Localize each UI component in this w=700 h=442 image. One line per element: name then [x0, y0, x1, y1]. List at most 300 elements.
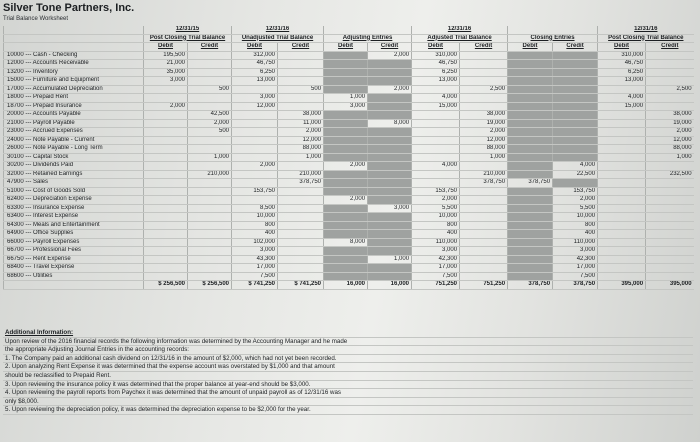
account-name: 17000 --- Accumulated Depreciation	[4, 85, 144, 94]
amount-cell	[188, 51, 232, 60]
amount-cell	[508, 170, 553, 179]
amount-cell: 2,000	[412, 196, 460, 205]
account-row	[4, 60, 694, 69]
amount-cell: 210,000	[278, 170, 324, 179]
amount-cell	[278, 187, 324, 196]
amount-cell	[646, 204, 694, 213]
amount-cell	[144, 85, 188, 94]
header-date-pctb-2016: 12/31/16	[598, 26, 694, 34]
amount-cell	[324, 255, 368, 264]
amount-cell	[278, 247, 324, 256]
account-row	[4, 162, 694, 171]
amount-cell: 400	[553, 230, 598, 239]
amount-cell: 2,500	[646, 85, 694, 94]
amount-cell	[188, 255, 232, 264]
total-cell: $ 256,500	[144, 281, 188, 290]
amount-cell	[460, 204, 508, 213]
account-row	[4, 204, 694, 213]
amount-cell	[412, 136, 460, 145]
amount-cell	[278, 264, 324, 273]
amount-cell: 110,000	[412, 238, 460, 247]
header-pctb-2015: Post Closing Trial Balance	[144, 34, 232, 43]
amount-cell: 7,500	[553, 272, 598, 281]
amount-cell: 4,000	[412, 94, 460, 103]
amount-cell	[368, 221, 412, 230]
amount-cell	[368, 213, 412, 222]
account-row	[4, 213, 694, 222]
account-row	[4, 247, 694, 256]
amount-cell	[368, 60, 412, 69]
amount-cell	[144, 272, 188, 281]
amount-cell	[598, 145, 646, 154]
amount-cell	[324, 264, 368, 273]
account-name: 64300 --- Meals and Entertainment	[4, 221, 144, 230]
amount-cell	[598, 111, 646, 120]
amount-cell: 2,000	[460, 128, 508, 137]
amount-cell	[553, 153, 598, 162]
header-credit: Credit	[278, 43, 324, 52]
company-title: Silver Tone Partners, Inc.	[3, 2, 135, 14]
amount-cell: 2,000	[278, 128, 324, 137]
amount-cell: 4,000	[598, 94, 646, 103]
amount-cell	[188, 187, 232, 196]
amount-cell	[508, 85, 553, 94]
amount-cell	[412, 153, 460, 162]
note-line: 4. Upon reviewing the payroll reports from Paychex it was determined that the amount of unpaid payroll as of 12/31/16 was	[3, 389, 693, 398]
account-row	[4, 272, 694, 281]
amount-cell: 800	[553, 221, 598, 230]
account-row	[4, 145, 694, 154]
account-name: 13200 --- Inventory	[4, 68, 144, 77]
amount-cell	[598, 162, 646, 171]
amount-cell	[324, 119, 368, 128]
amount-cell	[508, 204, 553, 213]
amount-cell	[188, 60, 232, 69]
header-debit: Debit	[598, 43, 646, 52]
amount-cell: 46,750	[598, 60, 646, 69]
amount-cell	[232, 111, 278, 120]
amount-cell	[368, 128, 412, 137]
amount-cell	[460, 213, 508, 222]
amount-cell: 400	[232, 230, 278, 239]
amount-cell	[324, 187, 368, 196]
amount-cell: 400	[412, 230, 460, 239]
amount-cell: 378,750	[278, 179, 324, 188]
amount-cell	[324, 221, 368, 230]
note-line: Upon review of the 2016 financial records the following information was determined by the Accounting Manager and he made	[3, 338, 693, 347]
amount-cell: 1,000	[460, 153, 508, 162]
amount-cell	[144, 111, 188, 120]
amount-cell	[508, 94, 553, 103]
amount-cell	[508, 247, 553, 256]
amount-cell: 10,000	[553, 213, 598, 222]
amount-cell: 102,000	[232, 238, 278, 247]
header-date-row	[4, 26, 694, 34]
amount-cell: 195,500	[144, 51, 188, 60]
header-unadjusted: Unadjusted Trial Balance	[232, 34, 324, 43]
amount-cell	[324, 128, 368, 137]
amount-cell	[278, 51, 324, 60]
amount-cell	[188, 230, 232, 239]
amount-cell	[188, 272, 232, 281]
amount-cell	[368, 145, 412, 154]
amount-cell	[144, 94, 188, 103]
amount-cell	[553, 111, 598, 120]
amount-cell: 2,000	[232, 162, 278, 171]
amount-cell: 13,000	[412, 77, 460, 86]
amount-cell	[508, 213, 553, 222]
amount-cell	[598, 153, 646, 162]
amount-cell	[324, 51, 368, 60]
amount-cell	[188, 102, 232, 111]
trial-balance-table	[3, 26, 694, 290]
amount-cell	[188, 213, 232, 222]
account-name: 23000 --- Accrued Expenses	[4, 128, 144, 137]
amount-cell	[188, 136, 232, 145]
amount-cell	[553, 179, 598, 188]
amount-cell	[460, 94, 508, 103]
amount-cell: 5,500	[412, 204, 460, 213]
account-row	[4, 238, 694, 247]
amount-cell: 15,000	[598, 102, 646, 111]
amount-cell	[460, 162, 508, 171]
amount-cell	[646, 179, 694, 188]
amount-cell: 15,000	[412, 102, 460, 111]
amount-cell	[324, 230, 368, 239]
amount-cell	[368, 179, 412, 188]
amount-cell	[232, 170, 278, 179]
amount-cell: 153,750	[412, 187, 460, 196]
account-row	[4, 196, 694, 205]
amount-cell	[598, 128, 646, 137]
amount-cell	[460, 196, 508, 205]
amount-cell	[646, 51, 694, 60]
amount-cell	[324, 85, 368, 94]
amount-cell	[324, 204, 368, 213]
amount-cell: 10,000	[412, 213, 460, 222]
amount-cell	[368, 264, 412, 273]
account-name: 66000 --- Payroll Expenses	[4, 238, 144, 247]
account-name: 26000 --- Note Payable - Long Term	[4, 145, 144, 154]
amount-cell	[646, 77, 694, 86]
amount-cell	[646, 94, 694, 103]
amount-cell: 17,000	[412, 264, 460, 273]
amount-cell: 22,500	[553, 170, 598, 179]
amount-cell	[144, 238, 188, 247]
amount-cell	[278, 255, 324, 264]
amount-cell	[646, 102, 694, 111]
amount-cell	[144, 162, 188, 171]
amount-cell: 210,000	[460, 170, 508, 179]
amount-cell: 8,000	[368, 119, 412, 128]
amount-cell	[368, 68, 412, 77]
total-cell: 395,000	[646, 281, 694, 290]
amount-cell	[508, 119, 553, 128]
note-line: 2. Upon analyzing Rent Expense it was determined that the expense account was overstated by $1,000 and that amount	[3, 363, 693, 372]
amount-cell	[412, 85, 460, 94]
amount-cell: 800	[232, 221, 278, 230]
amount-cell	[278, 60, 324, 69]
amount-cell	[144, 179, 188, 188]
worksheet-subtitle: Trial Balance Worksheet	[3, 16, 69, 22]
amount-cell	[508, 77, 553, 86]
amount-cell	[188, 238, 232, 247]
amount-cell	[368, 196, 412, 205]
amount-cell	[412, 145, 460, 154]
amount-cell	[188, 145, 232, 154]
note-line: only $8,000.	[3, 398, 693, 407]
total-cell: $ 256,500	[188, 281, 232, 290]
header-adjusted: Adjusted Trial Balance	[412, 34, 508, 43]
amount-cell	[278, 162, 324, 171]
amount-cell	[598, 179, 646, 188]
amount-cell: 312,000	[232, 51, 278, 60]
amount-cell: 310,000	[412, 51, 460, 60]
amount-cell	[368, 170, 412, 179]
header-date-closing	[508, 26, 598, 34]
amount-cell	[553, 128, 598, 137]
account-row	[4, 111, 694, 120]
amount-cell: 88,000	[646, 145, 694, 154]
amount-cell	[598, 230, 646, 239]
account-row	[4, 128, 694, 137]
account-row	[4, 102, 694, 111]
amount-cell	[646, 196, 694, 205]
amount-cell	[460, 230, 508, 239]
account-row	[4, 179, 694, 188]
amount-cell	[598, 255, 646, 264]
account-name: 51000 --- Cost of Goods Sold	[4, 187, 144, 196]
amount-cell: 10,000	[232, 213, 278, 222]
header-date-adjusted: 12/31/16	[412, 26, 508, 34]
amount-cell: 110,000	[553, 238, 598, 247]
account-name: 21000 --- Payroll Payable	[4, 119, 144, 128]
amount-cell	[646, 247, 694, 256]
amount-cell: 38,000	[460, 111, 508, 120]
amount-cell	[278, 94, 324, 103]
amount-cell: 12,000	[232, 102, 278, 111]
amount-cell: 2,000	[144, 102, 188, 111]
amount-cell: 800	[412, 221, 460, 230]
account-row	[4, 94, 694, 103]
amount-cell	[144, 264, 188, 273]
account-name: 30200 --- Dividends Paid	[4, 162, 144, 171]
amount-cell	[412, 119, 460, 128]
amount-cell	[324, 247, 368, 256]
amount-cell: 3,000	[232, 247, 278, 256]
amount-cell: 310,000	[598, 51, 646, 60]
amount-cell: 6,250	[412, 68, 460, 77]
amount-cell: 1,000	[188, 153, 232, 162]
amount-cell	[598, 170, 646, 179]
amount-cell	[646, 162, 694, 171]
account-row	[4, 51, 694, 60]
amount-cell	[508, 162, 553, 171]
amount-cell	[324, 153, 368, 162]
header-credit: Credit	[553, 43, 598, 52]
amount-cell: 13,000	[232, 77, 278, 86]
header-credit: Credit	[646, 43, 694, 52]
amount-cell: 3,000	[368, 204, 412, 213]
amount-cell	[508, 230, 553, 239]
amount-cell	[646, 60, 694, 69]
amount-cell	[598, 272, 646, 281]
amount-cell	[278, 221, 324, 230]
amount-cell: 3,000	[232, 94, 278, 103]
amount-cell	[508, 60, 553, 69]
header-debit: Debit	[508, 43, 553, 52]
account-name: 10000 --- Cash - Checking	[4, 51, 144, 60]
amount-cell	[232, 179, 278, 188]
amount-cell	[508, 136, 553, 145]
account-row	[4, 68, 694, 77]
note-line: should be reclassified to Prepaid Rent.	[3, 372, 693, 381]
note-line: the appropriate Adjusting Journal Entries in the accounting records:	[3, 346, 693, 355]
amount-cell: 4,000	[412, 162, 460, 171]
amount-cell	[508, 153, 553, 162]
account-name: 12000 --- Accounts Receivable	[4, 60, 144, 69]
amount-cell	[412, 111, 460, 120]
amount-cell	[368, 136, 412, 145]
account-row	[4, 85, 694, 94]
account-name: 64900 --- Office Supplies	[4, 230, 144, 239]
amount-cell	[144, 119, 188, 128]
amount-cell	[598, 238, 646, 247]
account-name: 30100 --- Capital Stock	[4, 153, 144, 162]
amount-cell: 2,000	[368, 85, 412, 94]
amount-cell	[553, 102, 598, 111]
amount-cell	[368, 102, 412, 111]
amount-cell	[232, 196, 278, 205]
account-row	[4, 187, 694, 196]
total-cell: 378,750	[553, 281, 598, 290]
amount-cell	[553, 145, 598, 154]
amount-cell	[368, 162, 412, 171]
amount-cell	[368, 153, 412, 162]
account-row	[4, 77, 694, 86]
amount-cell	[324, 77, 368, 86]
account-row	[4, 153, 694, 162]
amount-cell	[460, 187, 508, 196]
amount-cell	[553, 119, 598, 128]
header-credit: Credit	[460, 43, 508, 52]
header-blank	[4, 26, 144, 34]
amount-cell: 2,500	[460, 85, 508, 94]
amount-cell	[324, 145, 368, 154]
amount-cell	[324, 136, 368, 145]
amount-cell	[188, 204, 232, 213]
amount-cell	[460, 255, 508, 264]
amount-cell	[460, 60, 508, 69]
amount-cell	[553, 136, 598, 145]
total-cell: 751,250	[412, 281, 460, 290]
amount-cell: 6,250	[598, 68, 646, 77]
amount-cell	[508, 255, 553, 264]
amount-cell	[598, 247, 646, 256]
amount-cell: 38,000	[278, 111, 324, 120]
amount-cell	[508, 196, 553, 205]
amount-cell	[412, 128, 460, 137]
amount-cell: 500	[278, 85, 324, 94]
account-name: 18700 --- Prepaid Insurance	[4, 102, 144, 111]
amount-cell: 1,000	[368, 255, 412, 264]
account-name: 24000 --- Note Payable - Current	[4, 136, 144, 145]
amount-cell	[368, 77, 412, 86]
amount-cell	[598, 213, 646, 222]
amount-cell	[278, 68, 324, 77]
amount-cell	[553, 60, 598, 69]
amount-cell: 8,500	[232, 204, 278, 213]
amount-cell: 12,000	[646, 136, 694, 145]
amount-cell: 232,500	[646, 170, 694, 179]
amount-cell	[508, 68, 553, 77]
amount-cell: 42,500	[188, 111, 232, 120]
amount-cell	[278, 102, 324, 111]
amount-cell: 1,000	[278, 153, 324, 162]
amount-cell: 43,300	[232, 255, 278, 264]
amount-cell	[646, 187, 694, 196]
header-date-unadjusted: 12/31/16	[232, 26, 324, 34]
header-debit: Debit	[412, 43, 460, 52]
amount-cell: 3,000	[553, 247, 598, 256]
amount-cell: 1,000	[324, 94, 368, 103]
amount-cell	[460, 68, 508, 77]
amount-cell: 88,000	[460, 145, 508, 154]
amount-cell: 38,000	[646, 111, 694, 120]
amount-cell	[598, 85, 646, 94]
amount-cell: 21,000	[144, 60, 188, 69]
amount-cell	[646, 272, 694, 281]
amount-cell	[368, 247, 412, 256]
amount-cell	[646, 68, 694, 77]
amount-cell	[508, 187, 553, 196]
amount-cell: 3,000	[144, 77, 188, 86]
amount-cell: 11,000	[278, 119, 324, 128]
amount-cell	[144, 153, 188, 162]
amount-cell	[232, 145, 278, 154]
amount-cell: 42,300	[412, 255, 460, 264]
amount-cell	[324, 170, 368, 179]
header-credit: Credit	[188, 43, 232, 52]
amount-cell	[460, 238, 508, 247]
amount-cell	[278, 272, 324, 281]
amount-cell	[232, 119, 278, 128]
amount-cell: 153,750	[553, 187, 598, 196]
account-row	[4, 221, 694, 230]
amount-cell	[188, 179, 232, 188]
account-row	[4, 264, 694, 273]
account-row	[4, 170, 694, 179]
account-name: 66700 --- Professional Fees	[4, 247, 144, 256]
total-cell: 751,250	[460, 281, 508, 290]
notes-heading: Additional Information:	[3, 329, 693, 338]
account-name: 68400 --- Travel Expense	[4, 264, 144, 273]
amount-cell: 2,000	[553, 196, 598, 205]
amount-cell	[278, 77, 324, 86]
account-row	[4, 230, 694, 239]
account-name: 63300 --- Insurance Expense	[4, 204, 144, 213]
amount-cell: 2,000	[646, 128, 694, 137]
amount-cell	[553, 51, 598, 60]
amount-cell: 17,000	[553, 264, 598, 273]
amount-cell	[508, 272, 553, 281]
amount-cell	[144, 136, 188, 145]
amount-cell	[144, 247, 188, 256]
amount-cell: 8,000	[324, 238, 368, 247]
amount-cell	[368, 272, 412, 281]
amount-cell: 500	[188, 85, 232, 94]
header-closing: Closing Entries	[508, 34, 598, 43]
